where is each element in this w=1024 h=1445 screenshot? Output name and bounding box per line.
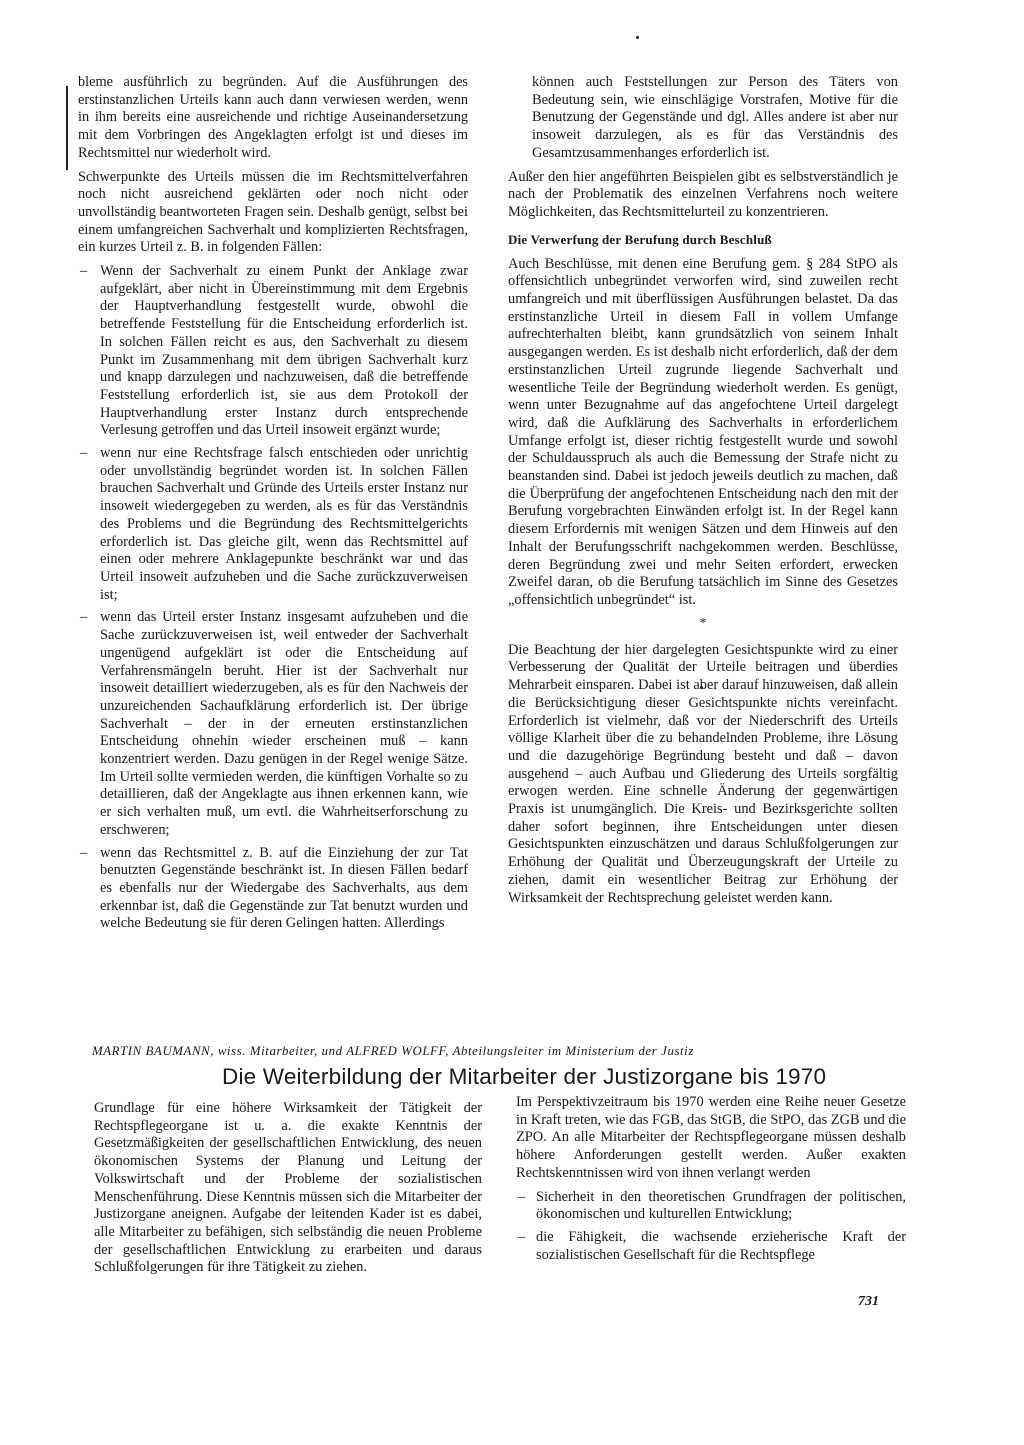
margin-mark [66, 86, 68, 170]
page-number: 731 [858, 1294, 879, 1309]
right-column-top [508, 74, 898, 913]
section-heading: Die Verwerfung der Berufung durch Beschluß [508, 231, 772, 247]
paragraph: Grundlage für eine höhere Wirksamkeit der Tätigkeit der Rechtspflegeorgane ist u. a. die exakte Kenntnis der Gesetzmäßigkeiten der gesellschaftlichen Entwicklung, des neuen ökonomischen Systems der Planung und Leitung der Volkswirtschaft und der Probleme der sozialistischen Menschenführung. Diese Kenntnis müssen sich die Mitarbeiter der Justizorgane aneignen. Aufgabe der leitenden Kader ist es dabei, alle Mitarbeiter zu befähigen, sich selbständig die neuen Probleme der gesellschaftlichen Entwicklung zu erarbeiten und daraus Schlußfolgerungen für ihre Tätigkeit zu ziehen. [94, 1100, 482, 1276]
left-column-top [78, 74, 468, 938]
requirements-list [516, 1189, 906, 1265]
list-item: – Wenn der Sachverhalt zu einem Punkt der Anklage zwar aufgeklärt, aber nicht in Übereinstimmung mit dem Ergebnis der Hauptverhandlung festgestellt wurde, obwohl die betreffende Feststellung für die Entscheidung erforderlich ist. In solchen Fällen reicht es aus, den Sachverhalt zu diesem Punkt im Zusammenhang mit dem übrigen Sachverhalt kurz und knapp darzulegen und nachzuweisen, daß die betreffende Feststellung erforderlich ist, sie aus dem Protokoll der Hauptverhandlung erster Instanz durch entsprechende Verlesung getroffen und das Urteil insoweit ergänzt wurde; [78, 263, 468, 440]
list-item: – Sicherheit in den theoretischen Grundfragen der politischen, ökonomischen und kulturellen Entwicklung; [516, 1189, 906, 1224]
paragraph: können auch Feststellungen zur Person des Täters von Bedeutung sein, wie einschlägige Vorstrafen, Motive für die Benutzung der Gegenstände und dgl. Alles andere ist aber nur insoweit darzulegen, als es für das Verständnis des Gesamtzusammenhanges erforderlich ist. [532, 74, 898, 161]
list-item: – wenn das Rechtsmittel z. B. auf die Einziehung der zur Tat benutzten Gegenstände beschränkt ist. In diesen Fällen bedarf es ebenfalls nur der Wiedergabe des Sachverhalts, aus dem erkennbar ist, daß die Gegenstände zur Tat benutzt wurden und welche Bedeutung sie für deren Gelingen hatten. Allerdings [78, 845, 468, 934]
paragraph: bleme ausführlich zu begründen. Auf die Ausführungen des erstinstanzlichen Urteils kann auch dann verwiesen werden, wenn in ihm bereits eine ausreichende und richtige Auseinandersetzung mit dem Vorbringen des Angeklagten erfolgt ist und dieses im Rechtsmittel nur wiederholt wird. [78, 74, 468, 161]
section-separator: * [699, 615, 707, 631]
article-right-column [516, 1094, 906, 1269]
paragraph: Die Beachtung der hier dargelegten Gesichtspunkte wird zu einer Verbesserung der Qualität der Urteile beitragen und überdies Mehrarbeit einsparen. Dabei ist aber darauf hinzuweisen, daß allein die Berücksichtigung dieser Gesichtspunkte nichts vereinfacht. Erforderlich ist vielmehr, daß vor der Niederschrift des Urteils völlige Klarheit über die zu behandelnden Probleme, ihre Lösung und die dazugehörige Begründung besteht und daß – davon ausgehend – auch Aufbau und Gliederung des Urteils sorgfältig erwogen werden. Eine schnelle Änderung der gegenwärtigen Praxis ist unumgänglich. Die Kreis- und Bezirksgerichte sollten daher sofort beginnen, ihre Entscheidungen unter diesen Gesichtspunkten einzuschätzen und daraus Schlußfolgerungen zur Erhöhung der Qualität und Überzeugungskraft der Urteile zu ziehen, damit ein wesentlicher Beitrag zur Erhöhung der Wirksamkeit der Rechtsprechung geleistet werden kann. [508, 641, 898, 906]
paragraph: Auch Beschlüsse, mit denen eine Berufung gem. § 284 StPO als offensichtlich unbegründet verworfen wird, sind zuweilen recht umfangreich und mit überflüssigen Ausführungen belastet. Da das erstinstanzliche Urteil in diesem Fall in vollem Umfange aufrechterhalten bleibt, kann grundsätzlich von seinem Inhalt ausgegangen werden. Es ist deshalb nicht erforderlich, daß der dem erstinstanzlichen Urteil zugrunde liegende Sachverhalt und wesentliche Teile der Begründung wiederholt werden. Es genügt, wenn unter Bezugnahme auf das angefochtene Urteil dargelegt wird, daß die Aufklärung des Sachverhalts in erforderlichem Umfange erfolgt ist, dieser richtig festgestellt wurde und sowohl der Schuldausspruch als auch die Bemessung der Strafe nicht zu beanstanden sind. Dabei ist jedoch jeweils deutlich zu machen, daß die Überprüfung der angefochtenen Entscheidung nach den mit der Berufung vorgebrachten Einwänden erfolgt ist. In der Regel kann diesem Erfordernis mit wenigen Sätzen und dem Hinweis auf den Inhalt der Berufungsschrift nachgekommen werden. Beschlüsse, deren Begründung zwei und mehr Seiten erfordert, erwecken Zweifel daran, ob die Berufung tatsächlich im Sinne des Gesetzes „offensichtlich unbegründet“ ist. [508, 255, 898, 608]
article-byline: MARTIN BAUMANN, wiss. Mitarbeiter, und ALFRED WOLFF, Abteilungsleiter im Ministerium der Justiz [92, 1044, 694, 1058]
case-list [78, 263, 468, 933]
print-dot [636, 36, 639, 39]
list-item: – wenn das Urteil erster Instanz insgesamt aufzuheben und die Sache zurückzuverweisen ist, weil entweder der Sachverhalt ungenügend aufgeklärt ist oder die Entscheidung auf Verfahrensmängeln beruht. Hier ist der Sachverhalt nur insoweit detailliert wiederzugeben, als es für den Nachweis der unzureichenden Sachaufklärung erforderlich ist. Der übrige Sachverhalt – der in der erneuten erstinstanzlichen Entscheidung ohnehin wieder erscheinen muß – kann konzentriert werden. Dazu genügen in der Regel wenige Sätze. Im Urteil sollte vermieden werden, die künftigen Vorhalte so zu detaillieren, daß der Angeklagte aus ihnen erkennen kann, wie er sich verhalten muß, um evtl. die Wahrheitserforschung zu erschweren; [78, 609, 468, 839]
list-item: – wenn nur eine Rechtsfrage falsch entschieden oder unrichtig oder unvollständig begründet worden ist. In solchen Fällen brauchen Sachverhalt und Gründe des Urteils erster Instanz nur insoweit wiedergegeben zu werden, als es für das Verständnis des Problems und die Begründung des Rechtsmittelgerichts erforderlich ist. Das gleiche gilt, wenn das Rechtsmittel auf einen oder mehrere Anklagepunkte beschränkt war und das Urteil insoweit aufzuheben und die Sache zurückzuverweisen ist; [78, 445, 468, 604]
list-item: – die Fähigkeit, die wachsende erzieherische Kraft der sozialistischen Gesellschaft für die Rechtspflege [516, 1229, 906, 1264]
paragraph: Außer den hier angeführten Beispielen gibt es selbstverständlich je nach der Problematik des einzelnen Verfahrens noch weitere Möglichkeiten, das Rechtsmittelurteil zu konzentrieren. [508, 168, 898, 220]
article-left-column [94, 1100, 482, 1283]
paragraph: Im Perspektivzeitraum bis 1970 werden eine Reihe neuer Gesetze in Kraft treten, wie das FGB, das StGB, die StPO, das ZGB und die ZPO. An alle Mitarbeiter der Rechtspflegeorgane müssen deshalb höhere Anforderungen gestellt werden. Außer exakten Rechtskenntnissen wird von ihnen verlangt werden [516, 1094, 906, 1181]
article-title: Die Weiterbildung der Mitarbeiter der Justizorgane bis 1970 [222, 1064, 827, 1089]
paragraph: Schwerpunkte des Urteils müssen die im Rechtsmittelverfahren noch nicht ausreichend geklärten oder noch nicht oder unvollständig beantworteten Fragen sein. Deshalb genügt, selbst bei einem umfangreichen Sachverhalt und komplizierten Rechtsfragen, ein kurzes Urteil z. B. in folgenden Fällen: [78, 168, 468, 256]
